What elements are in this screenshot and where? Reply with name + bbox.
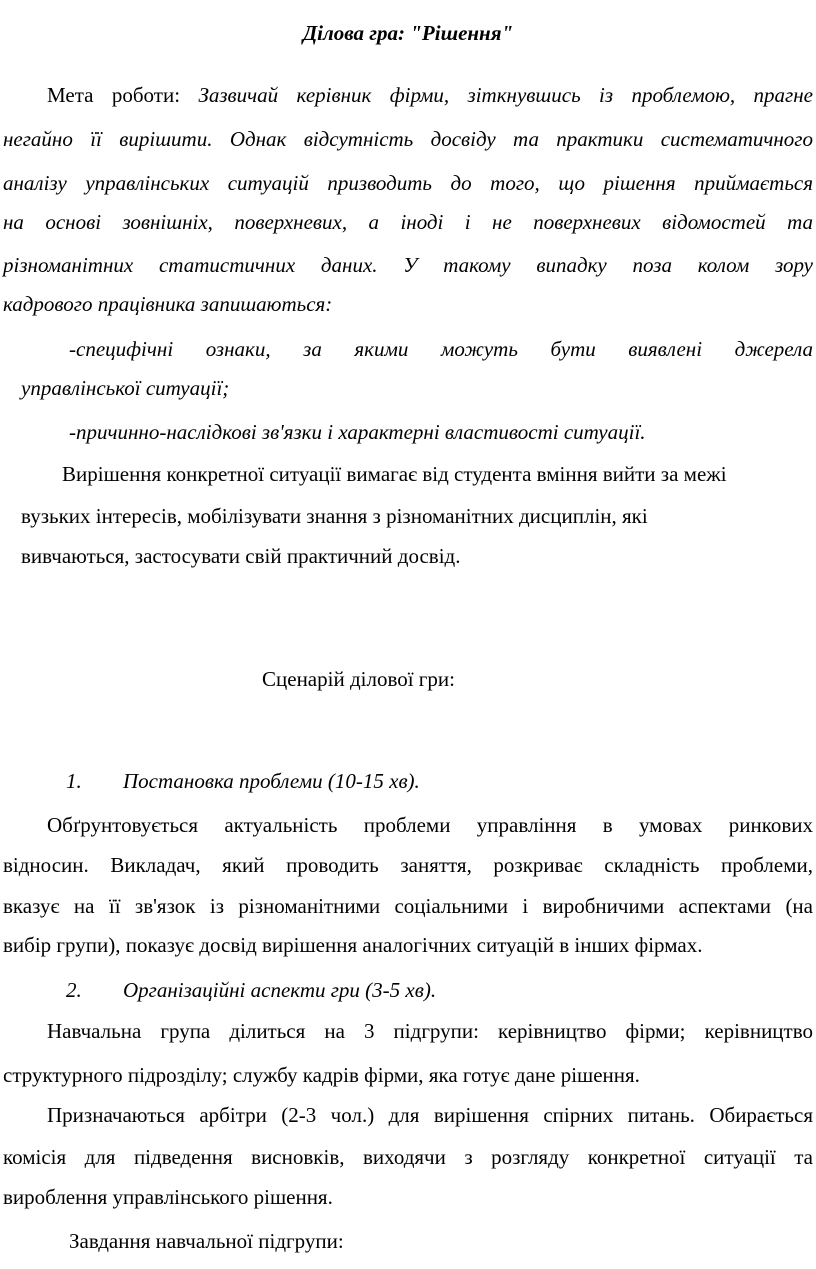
intro-line-1: Вирішення конкретної ситуації вимагає від студента вміння вийти за межі xyxy=(62,462,727,486)
step-2-number: 2. xyxy=(66,978,82,1002)
scenario-heading: Сценарій ділової гри: xyxy=(262,667,455,691)
goal-line-2: негайно її вирішити. Однак відсутність досвіду та практики систематичного xyxy=(3,127,813,151)
intro-line-2: вузьких інтересів, мобілізувати знання з різноманітних дисциплін, які xyxy=(21,504,648,528)
bullet-1-line-2: управлінської ситуації; xyxy=(21,376,230,400)
step-1-title: Постановка проблеми (10-15 хв). xyxy=(123,769,420,793)
goal-line-3: аналізу управлінських ситуацій призводить до того, що рішення приймається xyxy=(3,171,813,195)
step-1-line-1: Обґрунтовується актуальність проблеми управління в умовах ринкових xyxy=(47,813,813,837)
step-1-line-2: відносин. Викладач, який проводить заняття, розкриває складність проблеми, xyxy=(3,853,813,877)
step-2-title: Організаційні аспекти гри (3-5 хв). xyxy=(123,978,437,1002)
step-2-p1-line-1: Навчальна група ділиться на 3 підгрупи: керівництво фірми; керівництво xyxy=(47,1019,813,1043)
step-2-p1-line-2: структурного підрозділу; службу кадрів фірми, яка готує дане рішення. xyxy=(3,1063,640,1087)
step-1-number: 1. xyxy=(66,769,82,793)
intro-line-3: вивчаються, застосувати свій практичний досвід. xyxy=(21,544,461,568)
goal-line-5: різноманітних статистичних даних. У такому випадку поза колом зору xyxy=(3,253,813,277)
goal-line-1 xyxy=(47,82,813,108)
goal-line-4: на основі зовнішніх, поверхневих, а іноді і не поверхневих відомостей та xyxy=(3,210,813,234)
step-1-line-3: вказує на її зв'язок із різноманітними соціальними і виробничими аспектами (на xyxy=(3,894,813,918)
bullet-1-line-1: -специфічні ознаки, за якими можуть бути виявлені джерела xyxy=(69,337,813,361)
step-2-p2-line-1: Призначаються арбітри (2-3 чол.) для вирішення спірних питань. Обирається xyxy=(47,1103,813,1127)
goal-text: Зазвичай керівник фірми, зіткнувшись із проблемою, прагне xyxy=(198,83,813,107)
step-2-p2-line-2: комісія для підведення висновків, виходячи з розгляду конкретної ситуації та xyxy=(3,1145,813,1169)
step-2-p2-line-3: вироблення управлінського рішення. xyxy=(3,1185,333,1209)
subgroup-task-label: Завдання навчальної підгрупи: xyxy=(69,1229,344,1253)
bullet-2-line-1: -причинно-наслідкові зв'язки і характерні властивості ситуації. xyxy=(69,420,646,444)
step-1-line-4: вибір групи), показує досвід вирішення аналогічних ситуацій в інших фірмах. xyxy=(3,933,703,957)
goal-line-6: кадрового працівника запишаються: xyxy=(3,292,333,316)
document-title: Ділова гра: "Рішення" xyxy=(302,21,514,45)
goal-label: Мета роботи: xyxy=(47,83,181,107)
